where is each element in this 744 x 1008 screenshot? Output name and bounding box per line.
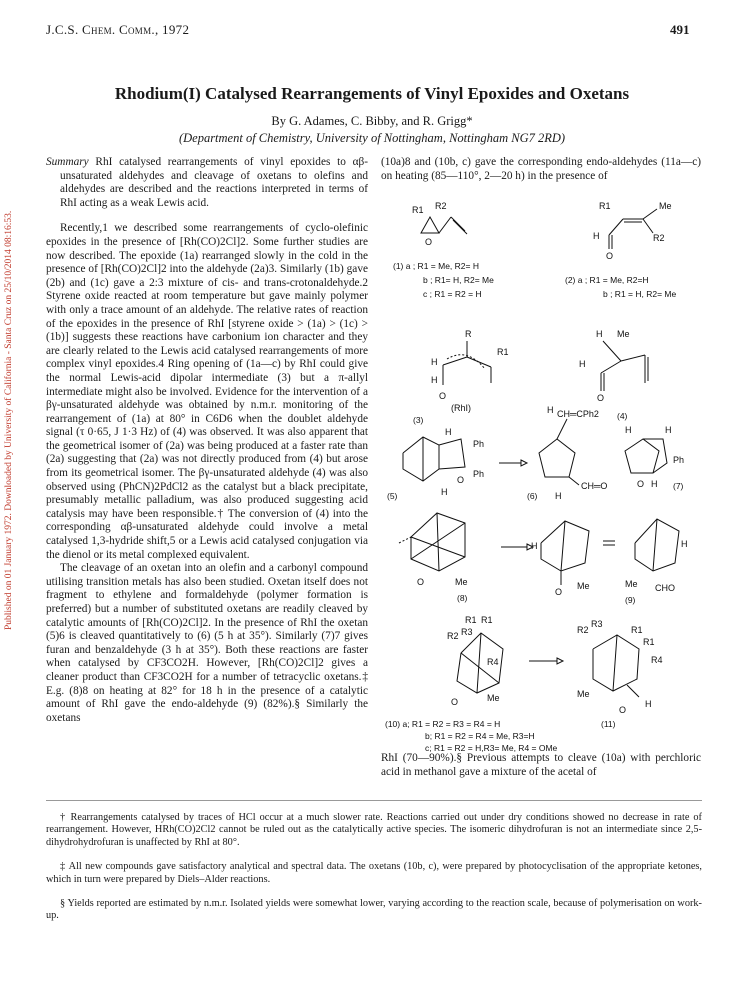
compound-5-o: O [457,475,465,485]
compound-6-h1: H [547,405,554,415]
compound-1-r2: R2 [435,201,447,211]
right-column-top: (10a)8 and (10b, c) gave the corresponding endo-aldehydes (11a—c) on heating (85—110°, 2—20 h) in the presence of [381,156,701,182]
compound-5-h1: H [445,427,452,437]
compound-11-structure [577,619,663,715]
compound-3-h2: H [431,375,438,385]
compound-2-r2: R2 [653,233,665,243]
page-number: 491 [670,22,690,37]
compound-9-label: (9) [625,595,636,605]
compound-10-r3: R3 [461,627,473,637]
compound-4-label: (4) [617,411,628,421]
compound-3-structure [431,329,509,413]
compound-6-structure [539,405,607,501]
compound-10-label: (10) a; R1 = R2 = R3 = R4 = H [385,719,501,729]
compound-2-h: H [593,231,600,241]
compound-6-label: (6) [527,491,538,501]
compound-5-structure [403,427,484,497]
compound-6-h2: H [555,491,562,501]
compound-11-h: H [645,699,652,709]
compound-1-structure [412,201,467,247]
compound-8-structure [399,513,468,587]
compound-3-label: (3) [413,415,424,425]
compound-3-rh: (RhI) [451,403,471,413]
compound-11-o: O [619,705,627,715]
compound-9-me1: Me [577,581,590,591]
compound-5-label: (5) [387,491,398,501]
compound-1-o: O [425,237,433,247]
compound-10-me: Me [487,693,500,703]
compound-4-me: Me [617,329,630,339]
compound-4-h1: H [596,329,603,339]
compound-11-r4: R4 [651,655,663,665]
compound-10b-label: b; R1 = R2 = R4 = Me, R3=H [425,731,535,741]
compound-8-label: (8) [457,593,468,603]
compound-11-label: (11) [601,719,616,729]
footnote-dagger: † Rearrangements catalysed by traces of HCl occur at a much slower rate. Reactions carried out under dry conditions showed no decrease in rate of rearrangement. However, HRh(CO)2Cl2 cannot be ruled out as the catalytically active species. The isomeric dihydrofuran is not an intermediate since 2,5-dihydrohydrofuran is unaffected by RhI at 80°. [46,812,702,848]
compound-2-o: O [606,251,614,261]
compound-9-me2: Me [625,579,638,589]
compound-6-ch-cph2: CH═CPh2 [557,409,599,419]
compound-1b-label: b ; R1= H, R2= Me [423,275,494,285]
compound-10-o: O [451,697,459,707]
compound-3-r1: R1 [497,347,509,357]
compound-11-r1a: R1 [631,625,643,635]
summary [46,156,368,210]
compound-1c-label: c ; R1 = R2 = H [423,289,482,299]
compound-11-r1b: R1 [643,637,655,647]
compound-5-ph2: Ph [473,469,485,479]
compound-10-r2: R2 [447,631,459,641]
footnote-double-dagger: ‡ All new compounds gave satisfactory analytical and spectral data. The oxetans (10b, c), were prepared by photocyclisation of the appropriate ketones, which in turn were prepared by Diels–Alder reactions. [46,861,702,885]
compound-8-me: Me [455,577,468,587]
affiliation: (Department of Chemistry, University of Nottingham, Nottingham NG7 2RD) [178,131,566,145]
download-watermark-text[interactable]: Published on 01 January 1972. Downloaded by University of California - Santa Cruz on 25/10/2014 08:16:53. [4,210,14,630]
compound-7-h3: H [651,479,658,489]
compound-5-h2: H [441,487,448,497]
article-title: Rhodium(I) Catalysed Rearrangements of Vinyl Epoxides and Oxetans [114,84,630,103]
summary-text: RhI catalysed rearrangements of vinyl epoxides to αβ-unsaturated aldehydes and cleavage of oxetans to olefins and aldehydes are described and the reactions interpreted in terms of RhI acting as a weak Lewis acid. [60,156,368,209]
body-paragraph-2: The cleavage of an oxetan into an olefin and a carbonyl compound utilising transition metals has also been studied. Oxetan itself does not fragment to ethylene and formaldehyde (polymer formation is preferred) but a number of substituted oxetans are readily cleaved by catalytic amounts of [Rh(CO)2Cl]2. In the presence of RhI the oxetan (5)6 is cleaved quantitatively to (6) (5 h at 35°). Similarly (7)7 gives furan and benzaldehyde (3 h at 35°). Both these reactions are faster when catalysed by CF3CO2H. However, [Rh(CO)2Cl]2 gives a cleaner product than CF3CO2H for a number of tetracyclic oxetans.‡ E.g. (8)8 on heating at 82° for 18 h in the presence of a catalytic amount of RhI gave the endo-aldehyde (9) (82%).§ Similarly the oxetans [46,562,368,724]
compound-9-h2: H [681,539,688,549]
compound-2-structure [593,201,672,261]
download-watermark[interactable] [4,160,18,630]
body-paragraph-1: Recently,1 we described some rearrangements of cyclo-olefinic epoxides in the presence of [Rh(CO)2Cl]2. Some further studies are now described. The epoxide (1a) rearranged slowly in the cold in the presence of [Rh(CO)2Cl]2 into the aldehyde (2a)3. Similarly (1b) gave (2b) and (1c) gave a 2:3 mixture of cis- and trans-crotonaldehyde.2 Styrene oxide reacted at room temperature but gave mainly polymer with only a trace amount of an aldehyde. The relative rates of reaction of the epoxides in the presence of RhI [styrene oxide > (1a) > (1c) > (1b)] suggests these reactions have carbonium ion character and they are clearly related to the Lewis acid catalysed rearrangements of more complex vinyl epoxides.4 Ring opening of (1a—c) by RhI could give the normal Lewis-acid dipolar intermediate (3) but a π-allyl intermediate might also be involved. Evidence for the intervention of a βγ-unsaturated aldehyde was obtained by n.m.r. monitoring of the rearrangement of (1a) at 80° in C6D6 when the doublet aldehyde signal (τ 0·65, J 1·3 Hz) of (4) was observed. It was also apparent that the geometrical isomer of (2a) was being produced at a faster rate than (2a) suggesting that (2a) was not directly produced from (4) but arose from its geometrical isomer. The βγ-unsaturated aldehyde (4) was also observed using (PhCN)2PdCl2 as the catalyst but a black precipitate, presumably metallic palladium, was also produced suggesting acid catalysis may have been responsible.† The conversion of (4) into the corresponding αβ-unsaturated aldehyde could involve a metal catalysed 1,3-hydride shift,5 or a Lewis acid catalysed conjugation via the dienol or its metal complexed equivalent. [46,222,368,561]
left-column [46,156,368,725]
compound-3-r: R [465,329,472,339]
compound-7-h2: H [665,425,672,435]
compound-10-r1b: R1 [481,615,493,625]
compound-7-label: (7) [673,481,684,491]
authors: By G. Adames, C. Bibby, and R. Grigg* [271,114,473,128]
footnote-section: § Yields reported are estimated by n.m.r. Isolated yields were somewhat lower, varying according to the reaction scale, because of polymerisation on work-up. [46,898,702,922]
compound-4-h2: H [579,359,586,369]
reaction-scheme [381,187,701,753]
compound-11-r3: R3 [591,619,603,629]
compound-2-me: Me [659,201,672,211]
footnotes [46,812,702,935]
compound-11-r2: R2 [577,625,589,635]
compound-7-structure [625,425,684,489]
compound-6-ch-o: CH═O [581,481,608,491]
compound-4-structure [579,329,648,403]
compound-9-h1: H [531,541,538,551]
compound-3-h1: H [431,357,438,367]
compound-9-cho: CHO [655,583,675,593]
compound-2-label: (2) a ; R1 = Me, R2=H [565,275,649,285]
compound-10-r1a: R1 [465,615,477,625]
compound-8-o: O [417,577,425,587]
compound-1-label: (1) a ; R1 = Me, R2= H [393,261,479,271]
footnote-divider [46,800,702,801]
compound-10-r4: R4 [487,657,499,667]
compound-7-h1: H [625,425,632,435]
compound-7-ph: Ph [673,455,685,465]
compound-5-ph1: Ph [473,439,485,449]
compound-3-o: O [439,391,447,401]
compound-2-r1: R1 [599,201,611,211]
compound-10-structure [447,615,503,707]
compound-2b-label: b ; R1 = H, R2= Me [603,289,677,299]
compound-10c-label: c; R1 = R2 = H,R3= Me, R4 = OMe [425,743,558,753]
compound-4-o: O [597,393,605,403]
compound-7-o: O [637,479,645,489]
running-header: J.C.S. Chem. Comm., 1972 [46,22,190,37]
compound-1-r1: R1 [412,205,424,215]
right-column-tail: RhI (70—90%).§ Previous attempts to cleave (10a) with perchloric acid in methanol gave a mixture of the acetal of [381,752,701,778]
summary-label: Summary [46,156,89,168]
compound-9-structure [531,519,688,597]
compound-9-o: O [555,587,563,597]
compound-11-me: Me [577,689,590,699]
